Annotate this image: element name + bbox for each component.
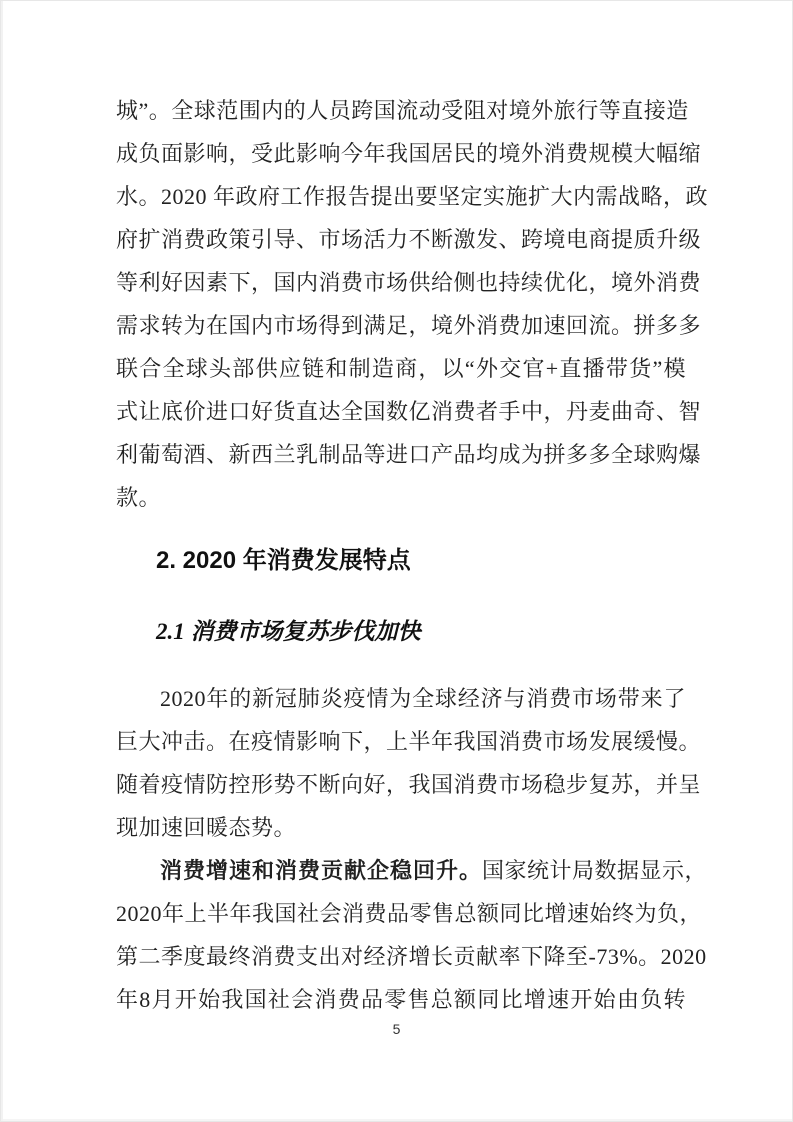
text-line: 城”。全球范围内的人员跨国流动受阻对境外旅行等直接造 <box>116 98 689 123</box>
section-heading-2-1: 2.1 消费市场复苏步伐加快 <box>156 619 421 644</box>
text-line: 利葡萄酒、新西兰乳制品等进口产品均成为拼多多全球购爆 <box>116 442 702 467</box>
page-number: 5 <box>392 1021 401 1037</box>
paragraph-continuation <box>116 89 709 519</box>
text-line: 随着疫情防控形势不断向好，我国消费市场稳步复苏，并呈 <box>116 772 702 797</box>
text-line: 年8月开始我国社会消费品零售总额同比增速开始由负转 <box>116 987 686 1012</box>
text-line: 府扩消费政策引导、市场活力不断激发、跨境电商提质升级 <box>116 227 702 252</box>
text-line: 款。 <box>116 485 162 510</box>
text-line: 式让底价进口好货直达全国数亿消费者手中，丹麦曲奇、智 <box>116 399 702 424</box>
text-line: 巨大冲击。在疫情影响下，上半年我国消费市场发展缓慢。 <box>116 729 702 754</box>
text-line: 水。2020 年政府工作报告提出要坚定实施扩大内需战略，政 <box>116 184 709 209</box>
text-span: 国家统计局数据显示， <box>482 858 708 883</box>
text-line: 需求转为在国内市场得到满足，境外消费加速回流。拼多多 <box>116 313 702 338</box>
text-line: 现加速回暖态势。 <box>116 815 297 840</box>
paragraph-covid-impact <box>116 677 702 849</box>
text-line: 2020年的新冠肺炎疫情为全球经济与消费市场带来了 <box>160 686 686 711</box>
bold-lead-text: 消费增速和消费贡献企稳回升。 <box>160 858 483 883</box>
page-content <box>116 89 709 1021</box>
text-line: 等利好因素下，国内消费市场供给侧也持续优化，境外消费 <box>116 270 702 295</box>
text-line: 第二季度最终消费支出对经济增长贡献率下降至-73%。2020 <box>116 944 707 969</box>
text-line <box>116 849 708 892</box>
text-line: 2020年上半年我国社会消费品零售总额同比增速始终为负， <box>116 901 703 926</box>
text-line: 联合全球头部供应链和制造商，以“外交官+直播带货”模 <box>116 356 686 381</box>
text-line: 成负面影响，受此影响今年我国居民的境外消费规模大幅缩 <box>116 141 702 166</box>
paragraph-consumption-growth <box>116 849 708 1021</box>
section-heading-2: 2. 2020 年消费发展特点 <box>156 547 411 574</box>
